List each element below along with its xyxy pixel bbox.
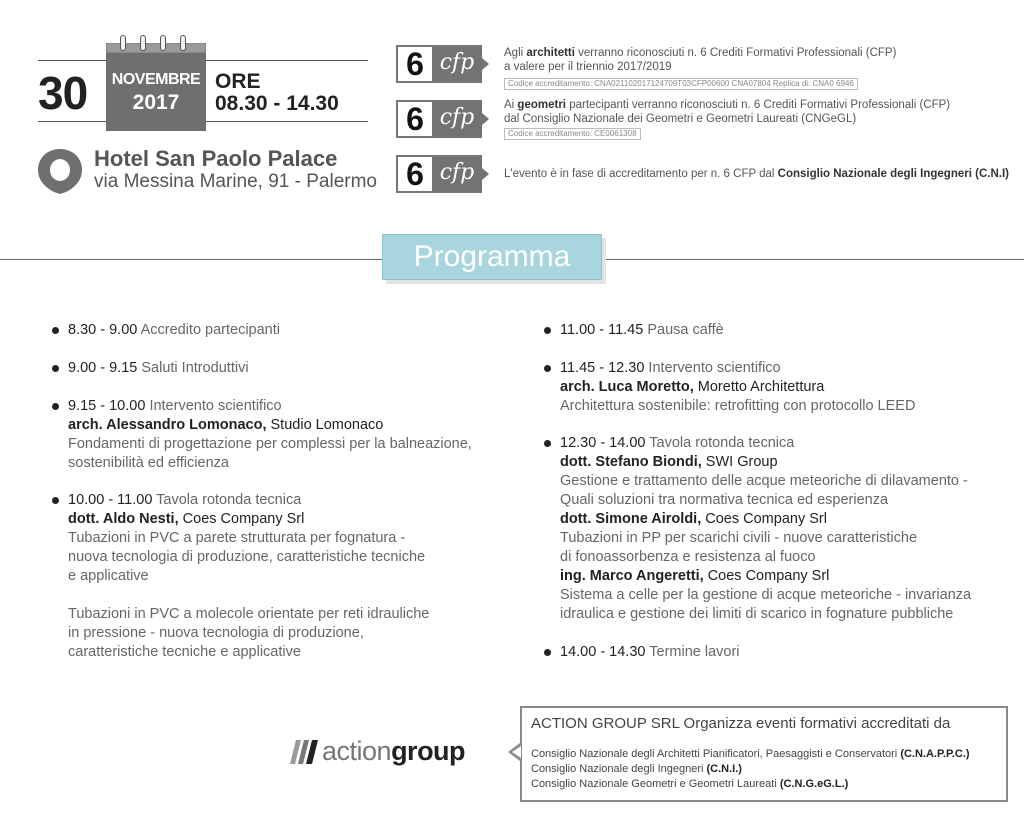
cfp-tag: cfp: [432, 157, 482, 191]
program-item: 12.30 - 14.00 Tavola rotonda tecnica dott. Stefano Biondi, SWI Group Gestione e trattamento delle acque meteoriche di dilavamento - Quali soluzioni tra normativa tecnica ed esperienza dott. Simone Airoldi, Coes Company Srl Tubazioni in PP per scarichi civili - nuove caratteristiche di fonoassorbenza e resistenza al fuoco ing. Marco Angeretti, Coes Company Srl Sistema a celle per la gestione di acque meteoriche - invarianza idraulica e gestione dei limiti di scarico in fognature pubbliche: [560, 434, 971, 624]
organizer-title: ACTION GROUP SRL Organizza eventi formativi accreditati da: [531, 715, 951, 732]
organizer-arrow-inner: [512, 746, 521, 758]
cfp-text-geometri: Ai geometri partecipanti verranno riconosciuti n. 6 Crediti Formativi Professionali (CFP) dal Consiglio Nazionale dei Geometri e Geometri Laureati (CNGeGL): [504, 99, 951, 125]
cfp-text-architetti: Agli architetti verranno riconosciuti n. 6 Crediti Formativi Professionali (CFP) a valere per il triennio 2017/2019: [504, 47, 897, 73]
program-item: 9.00 - 9.15 Saluti Introduttivi: [68, 359, 249, 378]
cfp-badge-architetti: [396, 45, 492, 83]
cfp-number: 6: [406, 156, 424, 192]
cfp-text-ingegneri: L'evento è in fase di accreditamento per n. 6 CFP dal Consiglio Nazionale degli Ingegneri (C.N.I): [504, 168, 1009, 180]
cfp-tag: cfp: [432, 102, 482, 136]
event-day: 30: [38, 67, 88, 119]
logo-text-light: action: [322, 736, 392, 766]
cfp-code-architetti: Codice accreditamento: CNA021102017124709T03CFP00600 CNA07804 Replica di: CNA0 6946: [504, 78, 858, 90]
cfp-tag: cfp: [432, 47, 482, 81]
organizer-line: Consiglio Nazionale degli Architetti Pianificatori, Paesaggisti e Conservatori (C.N.A.P.P.C.): [531, 748, 970, 760]
program-item: 14.00 - 14.30 Termine lavori: [560, 643, 740, 662]
programma-title: Programma: [382, 234, 602, 280]
organizer-line: Consiglio Nazionale degli Ingegneri (C.N.I.): [531, 763, 742, 775]
cfp-badge-geometri: [396, 100, 492, 138]
program-item: 9.15 - 10.00 Intervento scientifico arch. Alessandro Lomonaco, Studio Lomonaco Fondamenti di progettazione per complessi per la balneazione, sostenibilità ed efficienza: [68, 397, 472, 473]
organizer-box: [520, 706, 1008, 802]
event-month: NOVEMBRE: [111, 71, 201, 88]
time-label: ORE: [215, 70, 261, 93]
program-item: 8.30 - 9.00 Accredito partecipanti: [68, 321, 280, 340]
event-year: 2017: [132, 91, 180, 114]
cfp-badge-ingegneri: [396, 155, 492, 193]
logo-text-bold: group: [391, 736, 466, 766]
program-item: 11.00 - 11.45 Pausa caffè: [560, 321, 724, 340]
event-time: 08.30 - 14.30: [215, 92, 339, 115]
actiongroup-logo: [290, 736, 480, 768]
program-item: 11.45 - 12.30 Intervento scientifico arch. Luca Moretto, Moretto Architettura Architettura sostenibile: retrofitting con protocollo LEED: [560, 359, 915, 416]
venue-name: Hotel San Paolo Palace: [94, 146, 338, 171]
cfp-number: 6: [406, 101, 424, 137]
cfp-code-geometri: Codice accreditamento: CE0061308: [504, 128, 641, 140]
location-pin-icon: [36, 147, 84, 195]
logo-bars-icon: [290, 740, 320, 764]
cfp-number: 6: [406, 46, 424, 82]
calendar-icon: [106, 35, 206, 131]
venue-address: via Messina Marine, 91 - Palermo: [94, 171, 377, 192]
organizer-line: Consiglio Nazionale Geometri e Geometri Laureati (C.N.G.eG.L.): [531, 778, 849, 790]
program-item: 10.00 - 11.00 Tavola rotonda tecnica dott. Aldo Nesti, Coes Company Srl Tubazioni in PVC a parete strutturata per fognatura - nuova tecnologia di produzione, caratteristiche tecniche e applicative Tubazioni in PVC a molecole orientate per reti idrauliche in pressione - nuova tecnologia di produzione, caratteristiche tecniche e applicative: [68, 491, 429, 662]
